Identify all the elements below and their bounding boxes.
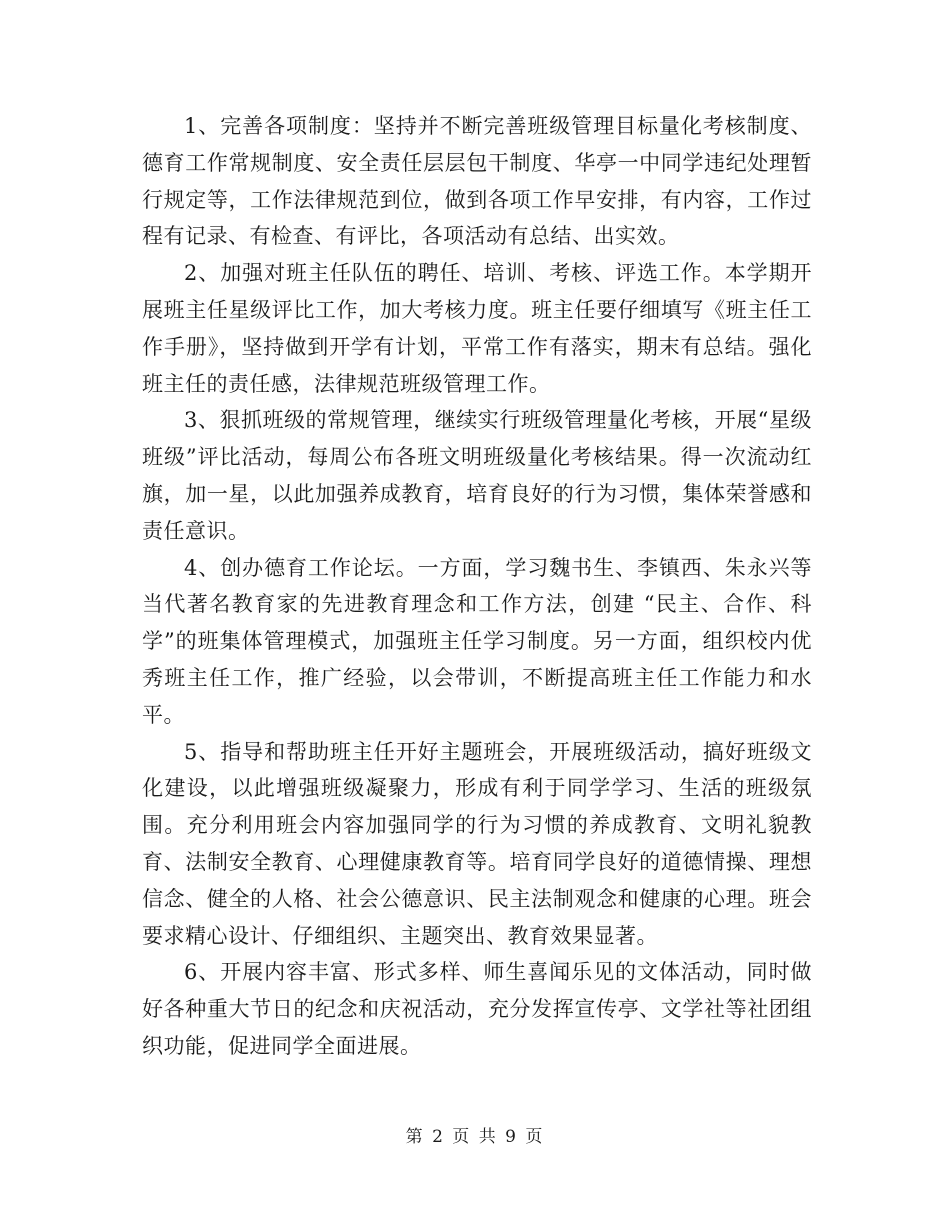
- paragraph-4: 4、创办德育工作论坛。一方面，学习魏书生、李镇西、朱永兴等当代著名教育家的先进教育理念和工作方法，创建 “民主、合作、科学”的班集体管理模式，加强班主任学习制度。另一方面，组织校内优秀班主任工作，推广经验，以会带训，不断提高班主任工作能力和水平。: [142, 555, 812, 727]
- paragraph-6: 6、开展内容丰富、形式多样、师生喜闻乐见的文体活动，同时做好各种重大节日的纪念和庆祝活动，充分发挥宣传亭、文学社等社团组织功能，促进同学全面进展。: [142, 960, 812, 1058]
- paragraph-5: 5、指导和帮助班主任开好主题班会，开展班级活动，搞好班级文化建设，以此增强班级凝聚力，形成有利于同学学习、生活的班级氛围。充分利用班会内容加强同学的行为习惯的养成教育、文明礼貌教育、法制安全教育、心理健康教育等。培育同学良好的道德情操、理想信念、健全的人格、社会公德意识、民主法制观念和健康的心理。班会要求精心设计、仔细组织、主题突出、教育效果显著。: [142, 739, 812, 948]
- paragraph-2: 2、加强对班主任队伍的聘任、培训、考核、评选工作。本学期开展班主任星级评比工作，加大考核力度。班主任要仔细填写《班主任工作手册》，坚持做到开学有计划，平常工作有落实，期末有总结。强化班主任的责任感，法律规范班级管理工作。: [142, 261, 812, 396]
- page-number-footer: 第 2 页 共 9 页: [405, 1127, 545, 1147]
- document-body: [142, 108, 812, 1065]
- paragraph-3: 3、狠抓班级的常规管理，继续实行班级管理量化考核，开展“星级班级”评比活动，每周公布各班文明班级量化考核结果。得一次流动红旗，加一星，以此加强养成教育，培育良好的行为习惯，集体荣誉感和责任意识。: [142, 408, 812, 543]
- paragraph-1: 1、完善各项制度：坚持并不断完善班级管理目标量化考核制度、德育工作常规制度、安全责任层层包干制度、华亭一中同学违纪处理暂行规定等，工作法律规范到位，做到各项工作早安排，有内容，工作过程有记录、有检查、有评比，各项活动有总结、出实效。: [142, 114, 812, 249]
